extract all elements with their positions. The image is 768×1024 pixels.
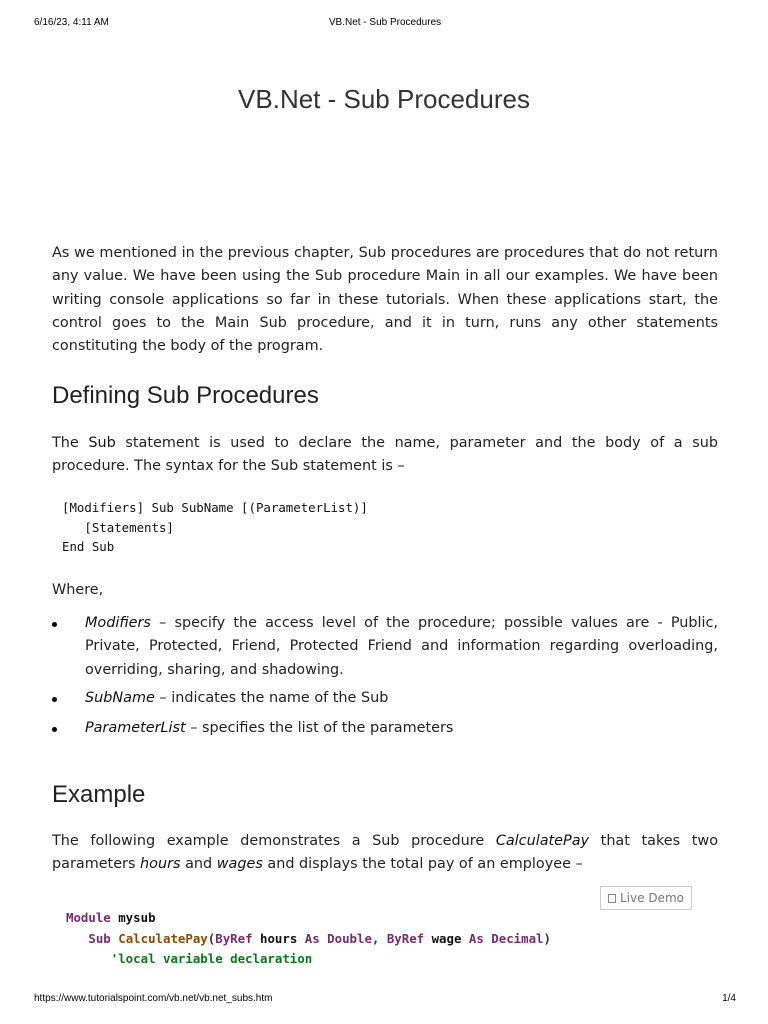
desc-subname: – indicates the name of the Sub — [154, 689, 389, 706]
code-identifier: hours — [252, 930, 305, 946]
example-code-block — [66, 908, 551, 970]
sub-statement-paragraph — [52, 432, 718, 479]
term-subname: SubName — [85, 689, 155, 706]
code-punct: ) — [543, 930, 551, 946]
code-keyword: As — [468, 930, 484, 946]
desc-parameterlist: – specifies the list of the parameters — [185, 720, 454, 737]
bullet-icon — [52, 727, 57, 732]
code-keyword: Module — [66, 910, 111, 925]
example-wages: wages — [216, 856, 263, 873]
example-text-4: and displays the total pay of an employee – — [262, 856, 583, 873]
example-text-3: and — [180, 856, 217, 873]
live-demo-label: Live Demo — [620, 891, 684, 905]
sub-para-text-1: The — [52, 435, 89, 451]
print-datetime: 6/16/23, 4:11 AM — [34, 17, 109, 28]
code-identifier: wage — [424, 930, 469, 946]
heading-example: Example — [52, 781, 146, 808]
example-hours: hours — [140, 856, 181, 873]
sub-keyword: Sub — [88, 435, 116, 451]
code-keyword: Decimal — [483, 930, 544, 946]
code-punct: , — [371, 930, 387, 946]
intro-paragraph: As we mentioned in the previous chapter, Sub procedures are procedures that do not return any value. We have been using the Sub procedure Main in all our examples. We have been writing console applications so far in these tutorials. When these applications start, the control goes to the Main Sub procedure, and it in turn, runs any other statements constituting the body of the program. — [52, 245, 718, 355]
code-keyword: Double — [319, 930, 372, 946]
list-item-parameterlist — [52, 717, 718, 740]
code-comment: 'local variable declaration — [110, 951, 313, 967]
page-title: VB.Net - Sub Procedures — [238, 84, 530, 114]
code-keyword: ByRef — [386, 930, 425, 946]
term-modifiers: Modifiers — [85, 615, 151, 631]
parameter-list — [52, 612, 718, 740]
code-identifier: mysub — [110, 910, 156, 925]
example-calculatepay: CalculatePay — [495, 833, 590, 849]
bullet-icon — [52, 697, 57, 702]
example-paragraph — [52, 830, 718, 877]
code-punct: ( — [207, 930, 216, 946]
syntax-code-block: [Modifiers] Sub SubName [(ParameterList)] [Statements] End Sub — [62, 500, 368, 555]
desc-modifiers: – specify the access level of the procedure; possible values are - Public, Private, Protected, Friend, Protected Friend and information regarding overloading, overriding, sharing, and shadowing. — [85, 615, 718, 678]
code-keyword: ByRef — [215, 930, 253, 946]
code-keyword: Sub — [88, 930, 111, 946]
bullet-icon — [52, 622, 57, 627]
example-text-2: that takes two parameters — [52, 833, 718, 873]
print-url: https://www.tutorialspoint.com/vb.net/vb.net_subs.htm — [34, 993, 273, 1004]
live-demo-button[interactable] — [600, 886, 692, 910]
print-title: VB.Net - Sub Procedures — [328, 17, 442, 28]
print-header — [34, 17, 736, 31]
example-text-1: The following example demonstrates a Sub procedure — [52, 833, 496, 849]
list-item-subname — [52, 687, 718, 710]
term-parameterlist: ParameterList — [85, 720, 186, 737]
code-function-name: CalculatePay — [110, 930, 208, 946]
print-page-number: 1/4 — [722, 993, 736, 1004]
list-item-modifiers — [52, 612, 718, 682]
print-footer — [34, 993, 736, 1007]
heading-defining-sub-procedures: Defining Sub Procedures — [52, 382, 319, 409]
code-keyword: As — [304, 930, 320, 946]
live-demo-icon — [608, 894, 616, 903]
sub-para-text-2: statement is used to declare the name, parameter and the body of a sub procedure. The syntax for the Sub statement is – — [52, 435, 718, 475]
where-text: Where, — [52, 582, 104, 598]
